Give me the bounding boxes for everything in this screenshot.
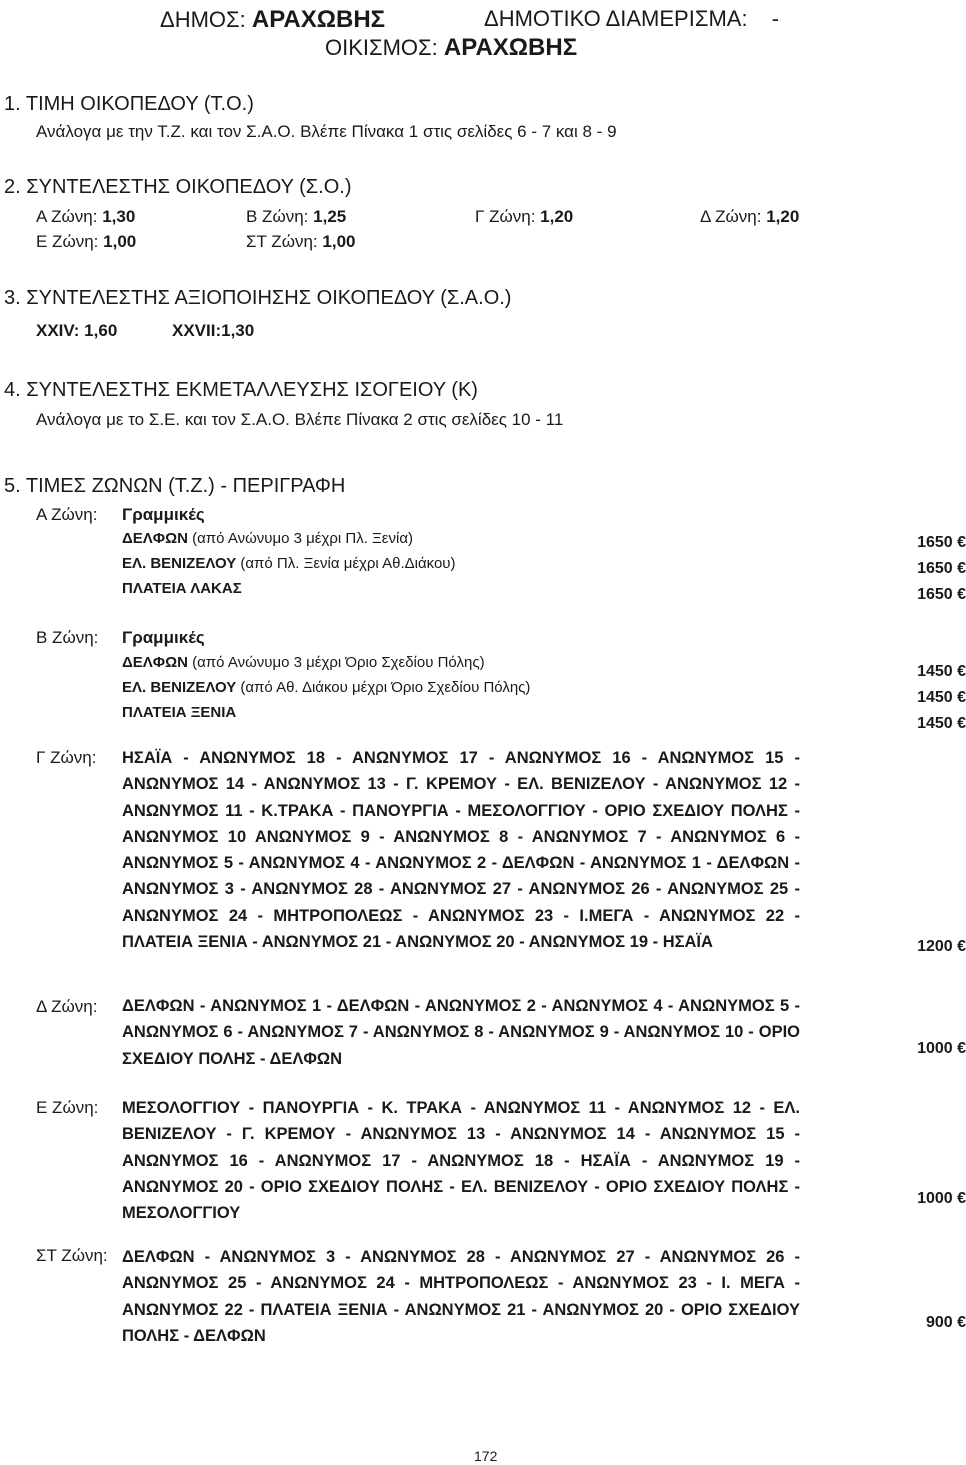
zone-d-description: ΔΕΛΦΩΝ - ΑΝΩΝΥΜΟΣ 1 - ΔΕΛΦΩΝ - ΑΝΩΝΥΜΟΣ 2 - ΑΝΩΝΥΜΟΣ 4 - ΑΝΩΝΥΜΟΣ 5 - ΑΝΩΝΥΜΟΣ 6 - ΑΝΩΝΥΜΟΣ 7 - ΑΝΩΝΥΜΟΣ 8 - ΑΝΩΝΥΜΟΣ 9 - ΑΝΩΝΥΜΟΣ 10 - ΟΡΙΟ ΣΧΕΔΙΟΥ ΠΟΛΗΣ - ΔΕΛΦΩΝ [122,997,800,1068]
zone-a-line-1: ΔΕΛΦΩΝ (από Ανώνυμο 3 μέχρι Πλ. Ξενία) [122,530,413,547]
zone-st-description: ΔΕΛΦΩΝ - ΑΝΩΝΥΜΟΣ 3 - ΑΝΩΝΥΜΟΣ 28 - ΑΝΩΝΥΜΟΣ 27 - ΑΝΩΝΥΜΟΣ 26 - ΑΝΩΝΥΜΟΣ 25 - ΑΝΩΝΥΜΟΣ 24 - ΜΗΤΡΟΠΟΛΕΩΣ - ΑΝΩΝΥΜΟΣ 23 - Ι. ΜΕΓΑ - ΑΝΩΝΥΜΟΣ 22 - ΠΛΑΤΕΙΑ ΞΕΝΙΑ - ΑΝΩΝΥΜΟΣ 21 - ΑΝΩΝΥΜΟΣ 20 - ΟΡΙΟ ΣΧΕΔΙΟΥ ΠΟΛΗΣ - ΔΕΛΦΩΝ [122,1248,800,1345]
zone-st-coef: ΣΤ Ζώνη: 1,00 [246,232,356,251]
zone-g-coef: Γ Ζώνη: 1,20 [475,207,574,226]
zone-e-price: 1000 € [917,1190,966,1207]
section-4-title: 4. ΣΥΝΤΕΛΕΣΤΗΣ ΕΚΜΕΤΑΛΛΕΥΣΗΣ ΙΣΟΓΕΙΟΥ (Κ) [4,379,478,401]
sao-value-2: XXVII:1,30 [172,321,255,340]
header-dimos-value: ΑΡΑΧΩΒΗΣ [251,6,386,33]
zone-d-label: Δ Ζώνη: [36,997,98,1016]
zone-b-price-2: 1450 € [917,689,966,706]
zone-b-line-3: ΠΛΑΤΕΙΑ ΞΕΝΙΑ [122,704,237,721]
header-oikismos: ΟΙΚΙΣΜΟΣ: ΑΡΑΧΩΒΗΣ [325,34,578,61]
zone-b-line-1: ΔΕΛΦΩΝ (από Ανώνυμο 3 μέχρι Όριο Σχεδίου Πόλης) [122,654,485,671]
section-1-title: 1. ΤΙΜΗ ΟΙΚΟΠΕΔΟΥ (Τ.Ο.) [4,93,254,115]
zone-b-line-2: ΕΛ. ΒΕΝΙΖΕΛΟΥ (από Αθ. Διάκου μέχρι Όριο Σχεδίου Πόλης) [122,679,531,696]
zone-a-price-2: 1650 € [917,560,966,577]
zone-a-line-3: ΠΛΑΤΕΙΑ ΛΑΚΑΣ [122,580,242,597]
zone-a-line-2: ΕΛ. ΒΕΝΙΖΕΛΟΥ (από Πλ. Ξενία μέχρι Αθ.Διάκου) [122,555,456,572]
zone-e-coef: Ε Ζώνη: 1,00 [36,232,137,251]
zone-b-coef: Β Ζώνη: 1,25 [246,207,347,226]
zone-a-label: Α Ζώνη: [36,505,98,524]
zone-d-price: 1000 € [917,1040,966,1057]
zone-a-coef: Α Ζώνη: 1,30 [36,207,136,226]
zone-a-heading: Γραμμικές [122,505,205,524]
zone-a-price-3: 1650 € [917,586,966,603]
header-dimos: ΔΗΜΟΣ: ΑΡΑΧΩΒΗΣ [160,6,386,33]
zone-b-price-3: 1450 € [917,715,966,732]
section-5-title: 5. ΤΙΜΕΣ ΖΩΝΩΝ (Τ.Ζ.) - ΠΕΡΙΓΡΑΦΗ [4,475,346,497]
zone-st-label: ΣΤ Ζώνη: [36,1246,108,1265]
header-diamerisma: ΔΗΜΟΤΙΚΟ ΔΙΑΜΕΡΙΣΜΑ: - [484,6,780,31]
zone-g-description: ΗΣΑΪΑ - ΑΝΩΝΥΜΟΣ 18 - ΑΝΩΝΥΜΟΣ 17 - ΑΝΩΝΥΜΟΣ 16 - ΑΝΩΝΥΜΟΣ 15 - ΑΝΩΝΥΜΟΣ 14 - ΑΝΩΝΥΜΟΣ 13 - Γ. ΚΡΕΜΟΥ - ΕΛ. ΒΕΝΙΖΕΛΟΥ - ΑΝΩΝΥΜΟΣ 12 - ΑΝΩΝΥΜΟΣ 11 - Κ.ΤΡΑΚΑ - ΠΑΝΟΥΡΓΙΑ - ΜΕΣΟΛΟΓΓΙΟΥ - ΟΡΙΟ ΣΧΕΔΙΟΥ ΠΟΛΗΣ - ΑΝΩΝΥΜΟΣ 10 ΑΝΩΝΥΜΟΣ 9 - ΑΝΩΝΥΜΟΣ 8 - ΑΝΩΝΥΜΟΣ 7 - ΑΝΩΝΥΜΟΣ 6 - ΑΝΩΝΥΜΟΣ 5 - ΑΝΩΝΥΜΟΣ 4 - ΑΝΩΝΥΜΟΣ 2 - ΔΕΛΦΩΝ - ΑΝΩΝΥΜΟΣ 1 - ΔΕΛΦΩΝ - ΑΝΩΝΥΜΟΣ 3 - ΑΝΩΝΥΜΟΣ 28 - ΑΝΩΝΥΜΟΣ 27 - ΑΝΩΝΥΜΟΣ 26 - ΑΝΩΝΥΜΟΣ 25 - ΑΝΩΝΥΜΟΣ 24 - ΜΗΤΡΟΠΟΛΕΩΣ - ΑΝΩΝΥΜΟΣ 23 - Ι.ΜΕΓΑ - ΑΝΩΝΥΜΟΣ 22 - ΠΛΑΤΕΙΑ ΞΕΝΙΑ - ΑΝΩΝΥΜΟΣ 21 - ΑΝΩΝΥΜΟΣ 20 - ΑΝΩΝΥΜΟΣ 19 - ΗΣΑΪΑ [122,749,800,952]
zone-e-label: Ε Ζώνη: [36,1098,99,1117]
section-1-text: Ανάλογα με την Τ.Ζ. και τον Σ.Α.Ο. Βλέπε Πίνακα 1 στις σελίδες 6 - 7 και 8 - 9 [36,122,617,141]
zone-b-price-1: 1450 € [917,663,966,680]
section-4-text: Ανάλογα με το Σ.Ε. και τον Σ.Α.Ο. Βλέπε Πίνακα 2 στις σελίδες 10 - 11 [36,410,564,429]
zone-b-heading: Γραμμικές [122,628,205,647]
sao-value-1: XXIV: 1,60 [36,321,118,340]
zone-b-label: Β Ζώνη: [36,628,99,647]
zone-e-description: ΜΕΣΟΛΟΓΓΙΟΥ - ΠΑΝΟΥΡΓΙΑ - Κ. ΤΡΑΚΑ - ΑΝΩΝΥΜΟΣ 11 - ΑΝΩΝΥΜΟΣ 12 - ΕΛ. ΒΕΝΙΖΕΛΟΥ - Γ. ΚΡΕΜΟΥ - ΑΝΩΝΥΜΟΣ 13 - ΑΝΩΝΥΜΟΣ 14 - ΑΝΩΝΥΜΟΣ 15 - ΑΝΩΝΥΜΟΣ 16 - ΑΝΩΝΥΜΟΣ 17 - ΑΝΩΝΥΜΟΣ 18 - ΗΣΑΪΑ - ΑΝΩΝΥΜΟΣ 19 - ΑΝΩΝΥΜΟΣ 20 - ΟΡΙΟ ΣΧΕΔΙΟΥ ΠΟΛΗΣ - ΕΛ. ΒΕΝΙΖΕΛΟΥ - ΟΡΙΟ ΣΧΕΔΙΟΥ ΠΟΛΗΣ - ΜΕΣΟΛΟΓΓΙΟΥ [122,1099,800,1223]
section-3-title: 3. ΣΥΝΤΕΛΕΣΤΗΣ ΑΞΙΟΠΟΙΗΣΗΣ ΟΙΚΟΠΕΔΟΥ (Σ.Α.Ο.) [4,287,512,309]
zone-d-coef: Δ Ζώνη: 1,20 [700,207,800,226]
zone-st-price: 900 € [925,1314,966,1331]
zone-a-price-1: 1650 € [917,534,966,551]
section-2-title: 2. ΣΥΝΤΕΛΕΣΤΗΣ ΟΙΚΟΠΕΔΟΥ (Σ.Ο.) [4,176,352,198]
zone-g-label: Γ Ζώνη: [36,748,97,767]
header-oikismos-value: ΑΡΑΧΩΒΗΣ [443,34,578,61]
zone-g-price: 1200 € [917,938,966,955]
page-number: 172 [474,1448,498,1464]
